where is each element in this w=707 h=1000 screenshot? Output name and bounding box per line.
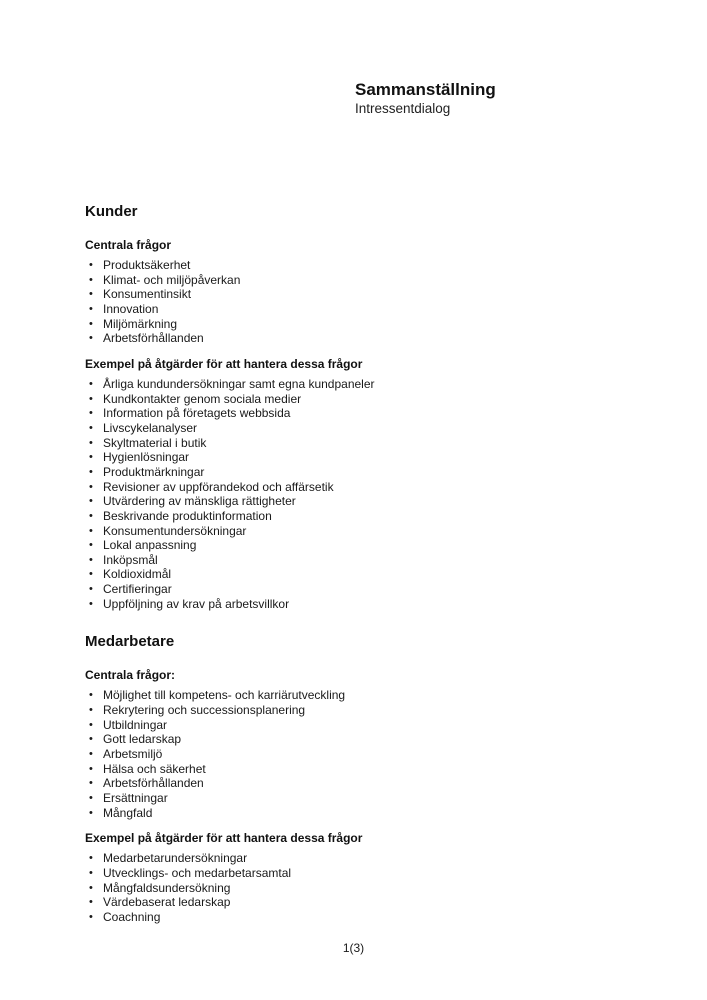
list-item <box>85 331 645 346</box>
list-item-text: Uppföljning av krav på arbetsvillkor <box>103 596 290 611</box>
list-item-text: Ersättningar <box>103 791 168 806</box>
list-item <box>85 494 645 509</box>
list-item <box>85 450 645 465</box>
bullet-icon: • <box>89 377 93 390</box>
list-item <box>85 524 645 539</box>
list-item <box>85 302 645 317</box>
list-item <box>85 436 645 451</box>
list-item-text: Gott ledarskap <box>103 732 182 747</box>
list-item-text: Kundkontakter genom sociala medier <box>103 391 302 406</box>
list-item <box>85 480 645 495</box>
list-item <box>85 421 645 436</box>
list-item <box>85 553 645 568</box>
bullet-icon: • <box>89 896 93 909</box>
bullet-icon: • <box>89 762 93 775</box>
bullet-icon: • <box>89 910 93 923</box>
list-item-text: Produktsäkerhet <box>103 258 191 272</box>
list-item <box>85 910 645 925</box>
bullet-icon: • <box>89 718 93 731</box>
list-item-text: Beskrivande produktinformation <box>103 508 272 523</box>
bullet-icon: • <box>89 568 93 581</box>
list-item-text: Utvärdering av mänskliga rättigheter <box>103 494 296 509</box>
document-subtitle: Intressentdialog <box>355 101 451 116</box>
list-item-text: Konsumentundersökningar <box>103 523 247 538</box>
list-item-text: Skyltmaterial i butik <box>103 435 207 450</box>
bullet-icon: • <box>89 852 93 865</box>
list-item-text: Produktmärkningar <box>103 464 205 479</box>
subsection-heading: Exempel på åtgärder för att hantera dessa frågor <box>85 356 363 371</box>
list-item-text: Livscykelanalyser <box>103 420 198 435</box>
list-item-text: Årliga kundundersökningar samt egna kundpaneler <box>103 376 375 391</box>
list-item <box>85 747 645 762</box>
bullet-icon: • <box>89 539 93 552</box>
list-item-text: Utvecklings- och medarbetarsamtal <box>103 866 292 880</box>
bullet-icon: • <box>89 302 93 315</box>
bullet-icon: • <box>89 451 93 464</box>
list-item-text: Innovation <box>103 301 159 316</box>
bullet-icon: • <box>89 421 93 434</box>
list-item <box>85 317 645 332</box>
section-heading: Medarbetare <box>85 633 175 651</box>
list-item <box>85 287 645 302</box>
subsection-heading: Centrala frågor <box>85 238 172 252</box>
list-item <box>85 258 645 273</box>
document-footer <box>0 939 707 957</box>
list-item-text: Miljömärkning <box>103 316 178 331</box>
document-body <box>85 203 645 936</box>
page-number: 1(3) <box>342 941 365 955</box>
list-item <box>85 806 645 821</box>
bullet-icon: • <box>89 792 93 805</box>
document-header <box>355 80 496 117</box>
bullet-icon: • <box>89 259 93 271</box>
list-item <box>85 509 645 524</box>
bullet-icon: • <box>89 748 93 761</box>
list-item-text: Medarbetarundersökningar <box>103 851 248 866</box>
bullet-icon: • <box>89 867 93 879</box>
list-item-text: Information på företagets webbsida <box>103 406 291 421</box>
list-item <box>85 567 645 582</box>
bullet-list <box>85 688 645 820</box>
list-item <box>85 465 645 480</box>
list-item <box>85 273 645 288</box>
list-item-text: Arbetsmiljö <box>103 747 163 762</box>
bullet-list <box>85 851 645 924</box>
document-title: Sammanställning <box>355 80 496 99</box>
bullet-icon: • <box>89 509 93 522</box>
list-item-text: Hälsa och säkerhet <box>103 761 206 776</box>
list-item <box>85 538 645 553</box>
list-item-text: Mångfald <box>103 805 153 820</box>
bullet-icon: • <box>89 465 93 478</box>
bullet-icon: • <box>89 317 93 330</box>
bullet-icon: • <box>89 704 93 717</box>
list-item-text: Certifieringar <box>103 582 172 597</box>
bullet-list <box>85 258 645 346</box>
bullet-icon: • <box>89 288 93 301</box>
section-heading: Kunder <box>85 203 138 220</box>
list-item <box>85 377 645 392</box>
bullet-icon: • <box>89 407 93 420</box>
list-item <box>85 688 645 703</box>
list-item <box>85 703 645 718</box>
list-item <box>85 762 645 777</box>
bullet-icon: • <box>89 881 93 894</box>
bullet-icon: • <box>89 689 93 702</box>
bullet-icon: • <box>89 806 93 819</box>
list-item <box>85 851 645 866</box>
bullet-icon: • <box>89 777 93 790</box>
subsection-heading: Exempel på åtgärder för att hantera dessa frågor <box>85 831 363 846</box>
list-item-text: Lokal anpassning <box>103 538 197 553</box>
list-item-text: Arbetsförhållanden <box>103 331 204 346</box>
bullet-icon: • <box>89 597 93 610</box>
list-item-text: Rekrytering och successionsplanering <box>103 703 306 718</box>
list-item-text: Möjlighet till kompetens- och karriärutveckling <box>103 688 346 703</box>
list-item-text: Coachning <box>103 909 161 924</box>
list-item-text: Hygienlösningar <box>103 450 190 465</box>
list-item <box>85 392 645 407</box>
bullet-icon: • <box>89 495 93 508</box>
list-item <box>85 881 645 896</box>
list-item <box>85 895 645 910</box>
list-item <box>85 776 645 791</box>
list-item-text: Revisioner av uppförandekod och affärsetik <box>103 479 334 494</box>
list-item-text: Värdebaserat ledarskap <box>103 895 231 910</box>
bullet-icon: • <box>89 436 93 449</box>
bullet-icon: • <box>89 733 93 746</box>
list-item-text: Utbildningar <box>103 717 168 732</box>
list-item <box>85 406 645 421</box>
list-item <box>85 582 645 597</box>
bullet-icon: • <box>89 553 93 566</box>
bullet-icon: • <box>89 392 93 405</box>
bullet-list <box>85 377 645 612</box>
list-item <box>85 866 645 881</box>
list-item-text: Arbetsförhållanden <box>103 776 204 791</box>
list-item <box>85 718 645 733</box>
list-item-text: Koldioxidmål <box>103 567 172 582</box>
bullet-icon: • <box>89 273 93 286</box>
list-item <box>85 732 645 747</box>
list-item-text: Klimat- och miljöpåverkan <box>103 272 241 287</box>
bullet-icon: • <box>89 480 93 493</box>
list-item <box>85 597 645 612</box>
bullet-icon: • <box>89 524 93 537</box>
subsection-heading: Centrala frågor: <box>85 668 176 683</box>
list-item-text: Inköpsmål <box>103 552 158 567</box>
list-item <box>85 791 645 806</box>
list-item-text: Konsumentinsikt <box>103 287 192 302</box>
bullet-icon: • <box>89 332 93 345</box>
list-item-text: Mångfaldsundersökning <box>103 880 231 895</box>
bullet-icon: • <box>89 583 93 596</box>
